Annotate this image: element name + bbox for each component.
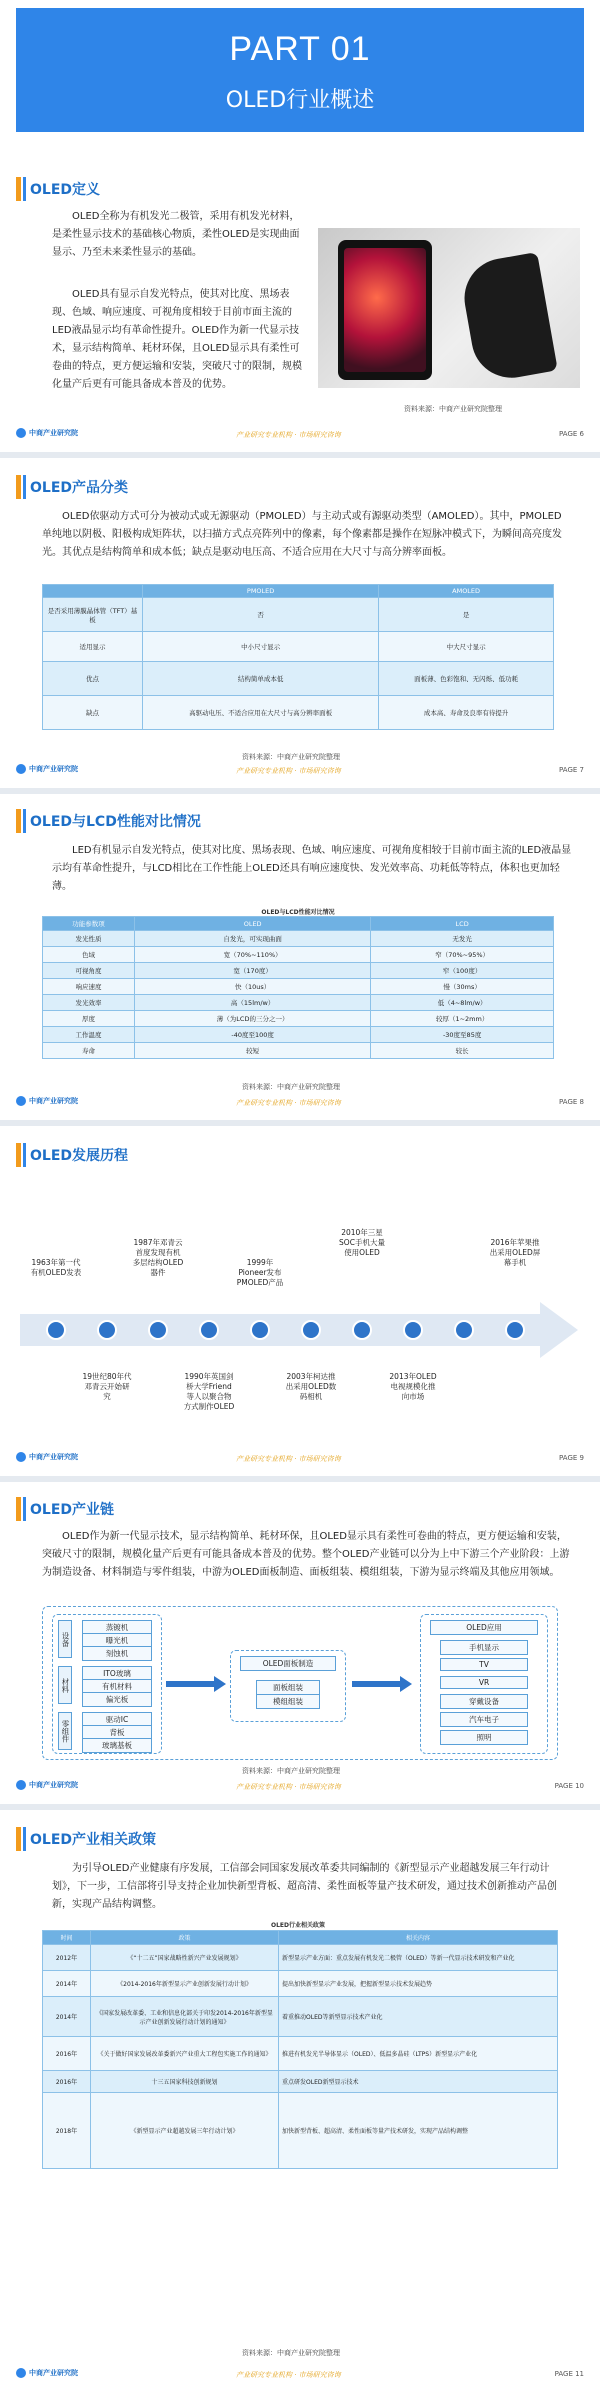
chain-item: 玻璃基板 (82, 1738, 152, 1753)
footer-slogan: 产业研究专业机构 · 市场研究咨询 (236, 2371, 341, 2379)
section-title-definition (16, 176, 100, 202)
page-number: PAGE 9 (559, 1454, 584, 1462)
table-cell: 低（4~8lm/w） (371, 995, 554, 1011)
table-cell: 《“十二五”国家战略性新兴产业发展规划》 (91, 1945, 279, 1971)
policy-table (42, 1930, 558, 2169)
company-logo (16, 1096, 78, 1106)
company-logo (16, 1780, 78, 1790)
chain-item: 模组组装 (256, 1694, 320, 1709)
table-cell: 响应速度 (43, 979, 135, 995)
title-bar (16, 1143, 21, 1167)
chain-paragraph: OLED作为新一代显示技术，显示结构简单、耗材环保，且OLED显示具有柔性可卷曲的特点，更方便运输和安装，突破尺寸的限制，规模化量产后更有可能具备成本普及的优势。整个OLED产业链可以分为上中下游三个产业阶段：上游为制造设备、材料制造与零件组装，中游为OLED面板制造、面板组装、模组组装，下游为显示终端及其他应用领域。 (42, 1531, 570, 1578)
page-footer (16, 1096, 584, 1112)
table-cell: 窄（70%~95%） (371, 947, 554, 963)
table-caption: OLED行业相关政策 (270, 1922, 325, 1929)
table-cell: 工作温度 (43, 1027, 135, 1043)
chain-arrow (352, 1676, 412, 1692)
table-cell: 《新型显示产业超越发展三年行动计划》 (91, 2093, 279, 2169)
page-footer (16, 1452, 584, 1468)
phone-screen (344, 248, 426, 372)
section-title-text: OLED产业相关政策 (30, 1832, 157, 1848)
chain-item: 曝光机 (82, 1633, 152, 1648)
page-number: PAGE 10 (554, 1782, 584, 1790)
table-header: OLED (135, 917, 371, 931)
table-cell: 厚度 (43, 1011, 135, 1027)
section-title-policy (16, 1826, 156, 1852)
policy-paragraph: 为引导OLED产业健康有序发展，工信部会同国家发展改革委共同编制的《新型显示产业超越发展三年行动计划》，下一步，工信部将引导支持企业加快新型背板、超高清、柔性面板等量产技术研发，通过技术创新推动产品创新，实现产品结构调整。 (52, 1863, 557, 1910)
chain-group-label: 设备 (58, 1620, 72, 1658)
timeline-dot (199, 1320, 219, 1340)
chain-item: 蒸镀机 (82, 1620, 152, 1635)
table-cell: 缺点 (43, 696, 143, 730)
part-number: PART 01 (229, 30, 371, 68)
section-title-text: OLED产品分类 (30, 480, 129, 496)
table-cell: 无发光 (371, 931, 554, 947)
table-cell: 寿命 (43, 1043, 135, 1059)
company-logo (16, 1452, 78, 1462)
title-bar (16, 475, 21, 499)
company-name: 中商产业研究院 (29, 765, 78, 773)
timeline-dot (148, 1320, 168, 1340)
table-cell: 是 (379, 598, 554, 632)
table-cell: 加快新型背板、超高清、柔性面板等量产技术研发，实现产品结构调整 (279, 2093, 558, 2169)
comparison-paragraph: LED有机显示自发光特点，使其对比度、黑场表现、色域、响应速度、可视角度相较于目前市面主流的LED液晶显示均有革命性提升，与LCD相比在工作性能上OLED还具有响应速度快、发光效率高、功耗低等特点，体积也更加轻薄。 (52, 845, 572, 892)
section-title-text: OLED产业链 (30, 1502, 115, 1518)
chain-item: 照明 (440, 1730, 528, 1745)
timeline-event: 1963年第一代有机OLED发表 (30, 1258, 82, 1277)
table-cell: 2016年 (43, 2037, 91, 2071)
title-bar (23, 1143, 26, 1167)
title-bar (16, 809, 21, 833)
chain-item: 刻蚀机 (82, 1646, 152, 1661)
table-cell: 重点研发OLED新型显示技术 (279, 2071, 558, 2093)
table-cell: 薄（为LCD的三分之一） (135, 1011, 371, 1027)
page-footer (16, 2368, 584, 2384)
logo-icon (16, 1780, 26, 1790)
comparison-table (42, 916, 554, 1059)
table-cell: 可视角度 (43, 963, 135, 979)
section-title-text: OLED定义 (30, 182, 101, 198)
table-cell: 2014年 (43, 1997, 91, 2037)
chain-item: TV (440, 1658, 528, 1671)
title-bar (23, 177, 26, 201)
section-title-comparison (16, 808, 201, 834)
table-cell: 否 (143, 598, 379, 632)
table-cell: 是否采用薄膜晶体管（TFT）基板 (43, 598, 143, 632)
timeline-dot (454, 1320, 474, 1340)
part-title: OLED行业概述 (225, 88, 375, 113)
table-cell: 《2014-2016年新型显示产业创新发展行动计划》 (91, 1971, 279, 1997)
title-bar (23, 1497, 26, 1521)
timeline-dot (301, 1320, 321, 1340)
timeline-event: 2013年OLED电视规模化推向市场 (389, 1372, 437, 1401)
timeline-event: 1987年邓青云首度发现有机多层结构OLED器件 (132, 1238, 184, 1277)
table-cell: 推进有机发光半导体显示（OLED）、低温多晶硅（LTPS）新型显示产业化 (279, 2037, 558, 2071)
company-name: 中商产业研究院 (29, 2369, 78, 2377)
logo-icon (16, 1452, 26, 1462)
table-cell: 2016年 (43, 2071, 91, 2093)
page-footer (16, 428, 584, 444)
title-bar (23, 809, 26, 833)
table-cell: 2012年 (43, 1945, 91, 1971)
company-name: 中商产业研究院 (29, 1453, 78, 1461)
curved-display-image (458, 252, 558, 384)
cover-banner (16, 8, 584, 132)
source-note: 资料来源：中商产业研究院整理 (242, 2349, 340, 2357)
table-header (43, 585, 143, 598)
title-bar (16, 1827, 21, 1851)
page-separator (0, 788, 600, 794)
source-note: 资料来源：中商产业研究院整理 (242, 1083, 340, 1091)
table-cell: 面板薄、色彩饱和、无闪烁、低功耗 (379, 662, 554, 696)
footer-slogan: 产业研究专业机构 · 市场研究咨询 (236, 1099, 341, 1107)
page-separator (0, 1804, 600, 1810)
table-cell: 快（10us） (135, 979, 371, 995)
classification-table (42, 584, 554, 730)
title-bar (16, 177, 21, 201)
section-title-chain (16, 1496, 114, 1522)
table-cell: 《关于做好国家发展改革委新兴产业重大工程包实施工作的通知》 (91, 2037, 279, 2071)
table-cell: 较厚（1~2mm） (371, 1011, 554, 1027)
chain-item: 穿戴设备 (440, 1694, 528, 1709)
page-separator (0, 1476, 600, 1482)
section-title-classification (16, 474, 128, 500)
table-header: 相关内容 (279, 1931, 558, 1945)
oled-product-photo (318, 228, 580, 388)
table-cell: 发光性质 (43, 931, 135, 947)
timeline-event: 2003年柯达推出采用OLED数码相机 (285, 1372, 337, 1401)
chain-item: 偏光板 (82, 1692, 152, 1707)
chain-item: 手机显示 (440, 1640, 528, 1655)
definition-paragraph-1: OLED全称为有机发光二极管，采用有机发光材料，是柔性显示技术的基础核心物质，柔性OLED是实现曲面显示、乃至未来柔性显示的基础。 (52, 211, 300, 258)
table-cell: 较短 (135, 1043, 371, 1059)
chain-item: 汽车电子 (440, 1712, 528, 1727)
company-name: 中商产业研究院 (29, 1781, 78, 1789)
phone-image (338, 240, 432, 380)
timeline-event: 19世纪80年代邓青云开始研究 (82, 1372, 132, 1401)
table-cell: 宽（70%~110%） (135, 947, 371, 963)
page-number: PAGE 11 (554, 2370, 584, 2378)
table-cell: 成本高、寿命及良率有待提升 (379, 696, 554, 730)
table-cell: 窄（100度） (371, 963, 554, 979)
table-cell: 较长 (371, 1043, 554, 1059)
page-number: PAGE 8 (559, 1098, 584, 1106)
table-cell: 色域 (43, 947, 135, 963)
table-header: PMOLED (143, 585, 379, 598)
table-cell: 中小尺寸显示 (143, 632, 379, 662)
table-cell: 优点 (43, 662, 143, 696)
table-header: LCD (371, 917, 554, 931)
table-cell: -40度至100度 (135, 1027, 371, 1043)
page-number: PAGE 7 (559, 766, 584, 774)
footer-slogan: 产业研究专业机构 · 市场研究咨询 (236, 1455, 341, 1463)
definition-paragraph-2: OLED具有显示自发光特点，使其对比度、黑场表现、色域、响应速度、可视角度相较于目前市面主流的LED液晶显示均有革命性提升。OLED作为新一代显示技术，显示结构简单、耗材环保，且OLED显示具有柔性可卷曲的特点，更方便运输和安装，突破尺寸的限制，规模化量产后更有可能具备成本普及的优势。 (52, 289, 302, 390)
logo-icon (16, 428, 26, 438)
chain-item: ITO玻璃 (82, 1666, 152, 1681)
table-cell: 高驱动电压、不适合应用在大尺寸与高分辨率面板 (143, 696, 379, 730)
table-cell: 提出加快新型显示产业发展，把握新型显示技术发展趋势 (279, 1971, 558, 1997)
timeline-event: 1990年英国剑桥大学Friend等人以聚合物方式制作OLED (183, 1372, 235, 1411)
timeline-dot (505, 1320, 525, 1340)
timeline-dot (46, 1320, 66, 1340)
chain-item: OLED应用 (430, 1620, 538, 1635)
table-cell: 高（15lm/w） (135, 995, 371, 1011)
timeline-dot (403, 1320, 423, 1340)
page-separator (0, 1120, 600, 1126)
section-title-text: OLED与LCD性能对比情况 (30, 814, 201, 830)
table-cell: 2014年 (43, 1971, 91, 1997)
table-header: 时间 (43, 1931, 91, 1945)
table-cell: 适用显示 (43, 632, 143, 662)
page-separator (0, 452, 600, 458)
table-cell: 十三五国家科技创新规划 (91, 2071, 279, 2093)
title-bar (23, 1827, 26, 1851)
timeline-dot (97, 1320, 117, 1340)
title-bar (16, 1497, 21, 1521)
section-title-text: OLED发展历程 (30, 1148, 129, 1164)
table-header: 政策 (91, 1931, 279, 1945)
footer-slogan: 产业研究专业机构 · 市场研究咨询 (236, 431, 341, 439)
chain-arrow (166, 1676, 226, 1692)
table-cell: 新型显示产业方面：重点发展有机发光二极管（OLED）等新一代显示技术研发和产业化 (279, 1945, 558, 1971)
page-footer (16, 1780, 584, 1796)
chain-item: 背板 (82, 1725, 152, 1740)
table-cell: 发光效率 (43, 995, 135, 1011)
chain-group-label: 材料 (58, 1666, 72, 1704)
logo-icon (16, 764, 26, 774)
company-name: 中商产业研究院 (29, 1097, 78, 1105)
chain-item: 有机材料 (82, 1679, 152, 1694)
source-note: 资料来源：中商产业研究院整理 (242, 753, 340, 761)
table-cell: 中大尺寸显示 (379, 632, 554, 662)
source-note: 资料来源：中商产业研究院整理 (242, 1767, 340, 1775)
table-header: 功能参数项 (43, 917, 135, 931)
table-header: AMOLED (379, 585, 554, 598)
footer-slogan: 产业研究专业机构 · 市场研究咨询 (236, 767, 341, 775)
section-title-history (16, 1142, 128, 1168)
timeline-event: 1999年Pioneer发布PMOLED产品 (236, 1258, 284, 1287)
logo-icon (16, 2368, 26, 2378)
table-cell: 2018年 (43, 2093, 91, 2169)
source-note: 资料来源：中商产业研究院整理 (404, 405, 502, 413)
table-cell: 着重推动OLED等新型显示技术产业化 (279, 1997, 558, 2037)
timeline-event: 2010年三星SOC手机大量使用OLED (339, 1228, 385, 1257)
table-cell: 自发光，可实现曲面 (135, 931, 371, 947)
classification-paragraph: OLED依驱动方式可分为被动式或无源驱动（PMOLED）与主动式或有源驱动类型（AMOLED）。其中，PMOLED单纯地以阴极、阳极构成矩阵状，以扫描方式点亮阵列中的像素，每个像素都是操作在短脉冲模式下，为瞬间高亮度发光。其优点是结构简单和成本低；缺点是驱动电压高、不适合应用在大尺寸与高分辨率面板。 (42, 511, 562, 558)
chain-group-label: 零组件 (58, 1712, 72, 1750)
table-cell: -30度至85度 (371, 1027, 554, 1043)
timeline-dot (250, 1320, 270, 1340)
company-logo (16, 764, 78, 774)
logo-icon (16, 1096, 26, 1106)
company-logo (16, 2368, 78, 2378)
footer-slogan: 产业研究专业机构 · 市场研究咨询 (236, 1783, 341, 1791)
title-bar (23, 475, 26, 499)
table-caption: OLED与LCD性能对比情况 (261, 909, 335, 916)
page-number: PAGE 6 (559, 430, 584, 438)
table-cell: 慢（30ms） (371, 979, 554, 995)
chain-item: 驱动IC (82, 1712, 152, 1727)
company-name: 中商产业研究院 (29, 429, 78, 437)
company-logo (16, 428, 78, 438)
table-cell: 《国家发展改革委、工业和信息化部关于印发2014-2016年新型显示产业创新发展行动计划的通知》 (91, 1997, 279, 2037)
page-footer (16, 764, 584, 780)
chain-item: OLED面板制造 (240, 1656, 336, 1671)
timeline-event: 2016年苹果推出采用OLED屏幕手机 (489, 1238, 541, 1267)
chain-item: VR (440, 1676, 528, 1689)
timeline-dot (352, 1320, 372, 1340)
table-cell: 宽（170度） (135, 963, 371, 979)
table-cell: 结构简单成本低 (143, 662, 379, 696)
chain-item: 面板组装 (256, 1680, 320, 1695)
